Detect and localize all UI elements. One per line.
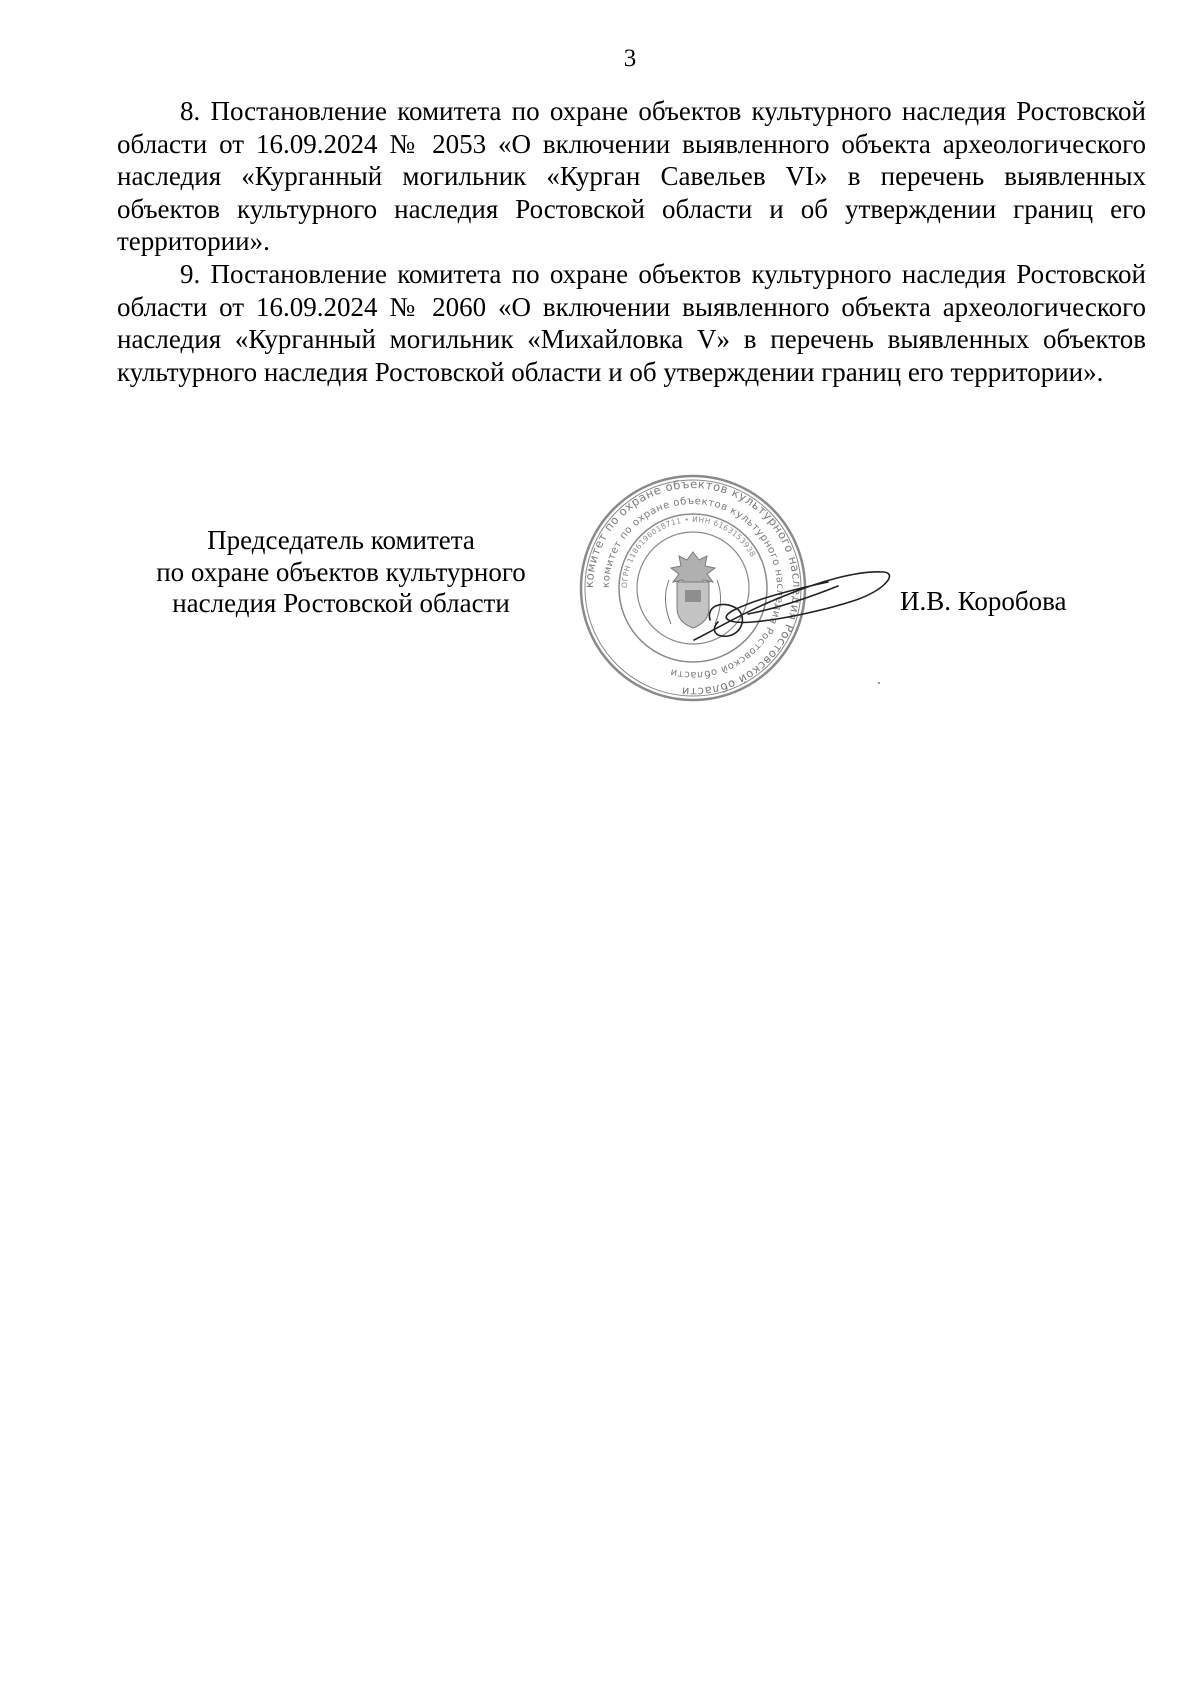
signer-position-line-1: Председатель комитета: [207, 525, 475, 555]
seal-outer-text: комитет по охране объектов культурного наследия Ростовской области: [581, 476, 805, 700]
page-number: 3: [623, 45, 637, 72]
signer-position-line-3: наследия Ростовской области: [172, 588, 510, 618]
document-body: [117, 95, 1146, 388]
seal-inner-text: ОГРН 1186196018711 • ИНН 6163153938: [619, 514, 758, 589]
signer-name: И.В. Коробова: [900, 586, 1067, 616]
list-item-8: 8. Постановление комитета по охране объектов культурного наследия Ростовской области от 16.09.2024 № 2053 «О включении выявленного объекта археологического наследия «Курганный могильник «Курган Савельев VI» в перечень выявленных объектов культурного наследия Ростовской области и об утверждении границ его территории».: [117, 96, 1146, 257]
seal-mid-text: комитет по охране объектов культурного наследия Ростовской области: [600, 495, 786, 681]
signature-block: [0, 470, 1200, 730]
list-item-9: 9. Постановление комитета по охране объектов культурного наследия Ростовской области от 16.09.2024 № 2060 «О включении выявленного объекта археологического наследия «Курганный могильник «Михайловка V» в перечень выявленных объектов культурного наследия Ростовской области и об утверждении границ его территории».: [117, 258, 1146, 387]
signer-position: [118, 525, 564, 620]
signer-position-line-2: по охране объектов культурного: [156, 556, 526, 587]
scan-artifact: [878, 682, 880, 684]
handwritten-signature: [688, 548, 893, 648]
